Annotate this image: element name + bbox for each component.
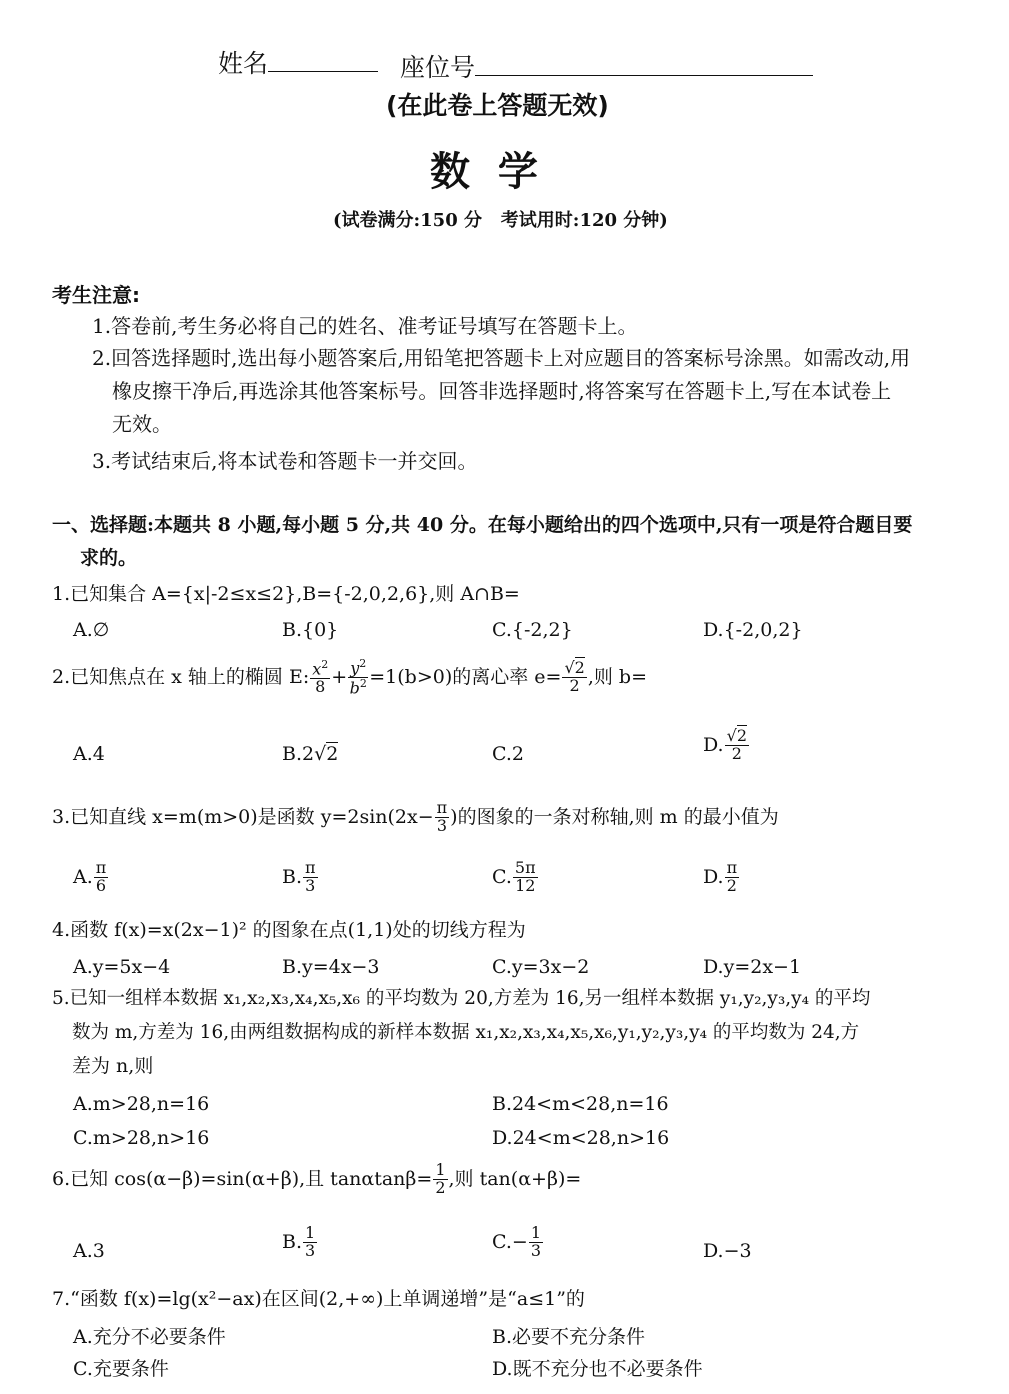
q5-option-a[interactable]: A.m>28,n=16 bbox=[73, 1093, 210, 1115]
q5-option-d[interactable]: D.24<m<28,n>16 bbox=[492, 1127, 670, 1149]
exam-info: (试卷满分:150 分 考试用时:120 分钟) bbox=[333, 210, 668, 231]
q2-stem: 2.已知焦点在 x 轴上的椭圆 E: $\frac{x^2}{8}$ + $\frac{y^2}{b^2}$ =1(b>0)的离心率 e= $\frac{√2}{2}$ ,则 b= bbox=[52, 657, 648, 698]
instructions-title: 考生注意: bbox=[52, 283, 140, 307]
q1-option-d[interactable]: D.{-2,0,2} bbox=[703, 619, 803, 641]
seat-field[interactable] bbox=[400, 48, 813, 84]
section-heading: 一、选择题:本题共 8 小题,每小题 5 分,共 40 分。在每小题给出的四个选项中,只有一项是符合题目要 bbox=[52, 514, 913, 536]
name-field[interactable] bbox=[218, 44, 378, 80]
q3-stem: 3.已知直线 x=m(m>0)是函数 y=2sin(2x− $\frac{\pi}{3}$ )的图象的一条对称轴,则 m 的最小值为 bbox=[52, 798, 779, 835]
q7-option-d[interactable]: D.既不充分也不必要条件 bbox=[492, 1358, 703, 1380]
q4-option-a[interactable]: A.y=5x−4 bbox=[73, 956, 171, 978]
page-title: 数 学 bbox=[430, 149, 538, 195]
seat-blank[interactable] bbox=[475, 53, 813, 76]
instruction-2-cont: 橡皮擦干净后,再选涂其他答案标号。回答非选择题时,将答案写在答题卡上,写在本试卷上 bbox=[112, 379, 892, 403]
y2-over-b2: $\frac{y^2}{b^2}$ bbox=[349, 657, 367, 698]
q1-option-a[interactable]: A.∅ bbox=[73, 619, 110, 641]
q6-option-b[interactable]: B. $\frac{1}{3}$ bbox=[282, 1223, 316, 1260]
q3-option-c[interactable]: C. $\frac{5\pi}{12}$ bbox=[492, 858, 536, 895]
instruction-3: 3.考试结束后,将本试卷和答题卡一并交回。 bbox=[92, 449, 478, 473]
section-heading-cont: 求的。 bbox=[80, 547, 138, 569]
instruction-2-end: 无效。 bbox=[112, 412, 172, 436]
q2-option-a[interactable]: A.4 bbox=[73, 743, 105, 765]
q3-option-b[interactable]: B. $\frac{\pi}{3}$ bbox=[282, 858, 316, 895]
q1-option-c[interactable]: C.{-2,2} bbox=[492, 619, 573, 641]
q1-option-b[interactable]: B.{0} bbox=[282, 619, 339, 641]
q4-option-c[interactable]: C.y=3x−2 bbox=[492, 956, 590, 978]
q3-option-d[interactable]: D. $\frac{\pi}{2}$ bbox=[703, 858, 738, 895]
q3-option-a[interactable]: A. $\frac{\pi}{6}$ bbox=[73, 858, 107, 895]
q6-option-d[interactable]: D.−3 bbox=[703, 1240, 752, 1262]
x2-over-8: $\frac{x^2}{8}$ bbox=[312, 658, 329, 697]
q1-stem: 1.已知集合 A={x|-2≤x≤2},B={-2,0,2,6},则 A∩B= bbox=[52, 583, 520, 605]
instruction-1: 1.答卷前,考生务必将自己的姓名、准考证号填写在答题卡上。 bbox=[92, 314, 638, 338]
q4-stem: 4.函数 f(x)=x(2x−1)² 的图象在点(1,1)处的切线方程为 bbox=[52, 919, 526, 941]
instruction-2: 2.回答选择题时,选出每小题答案后,用铅笔把答题卡上对应题目的答案标号涂黑。如需改动,用 bbox=[92, 346, 911, 370]
seat-label: 座位号 bbox=[400, 53, 476, 82]
q5-option-b[interactable]: B.24<m<28,n=16 bbox=[492, 1093, 669, 1115]
q4-option-d[interactable]: D.y=2x−1 bbox=[703, 956, 802, 978]
q2-option-d[interactable]: D. $\frac{√2}{2}$ bbox=[703, 726, 747, 763]
q2-option-b[interactable]: B.2√2 bbox=[282, 743, 339, 765]
q7-option-c[interactable]: C.充要条件 bbox=[73, 1358, 169, 1380]
q6-option-a[interactable]: A.3 bbox=[73, 1240, 105, 1262]
q7-option-b[interactable]: B.必要不充分条件 bbox=[492, 1326, 646, 1348]
q4-option-b[interactable]: B.y=4x−3 bbox=[282, 956, 380, 978]
q7-option-a[interactable]: A.充分不必要条件 bbox=[73, 1326, 226, 1348]
q5-stem-1: 5.已知一组样本数据 x₁,x₂,x₃,x₄,x₅,x₆ 的平均数为 20,方差为 16,另一组样本数据 y₁,y₂,y₃,y₄ 的平均 bbox=[52, 988, 871, 1009]
q2-option-c[interactable]: C.2 bbox=[492, 743, 524, 765]
q6-stem: 6.已知 cos(α−β)=sin(α+β),且 tanαtanβ= $\frac{1}{2}$ ,则 tan(α+β)= bbox=[52, 1160, 582, 1197]
q5-option-c[interactable]: C.m>28,n>16 bbox=[73, 1127, 210, 1149]
q5-stem-3: 差为 n,则 bbox=[72, 1055, 154, 1077]
q5-stem-2: 数为 m,方差为 16,由两组数据构成的新样本数据 x₁,x₂,x₃,x₄,x₅,x₆,y₁,y₂,y₃,y₄ 的平均数为 24,方 bbox=[72, 1022, 860, 1043]
invalid-notice: (在此卷上答题无效) bbox=[386, 91, 609, 120]
q6-option-c[interactable]: C.− $\frac{1}{3}$ bbox=[492, 1223, 542, 1260]
q7-stem: 7.“函数 f(x)=lg(x²−ax)在区间(2,+∞)上单调递增”是“a≤1”的 bbox=[52, 1288, 585, 1310]
eccentricity-frac: $\frac{√2}{2}$ bbox=[564, 658, 585, 696]
name-label: 姓名 bbox=[218, 49, 269, 78]
name-blank[interactable] bbox=[268, 49, 378, 72]
